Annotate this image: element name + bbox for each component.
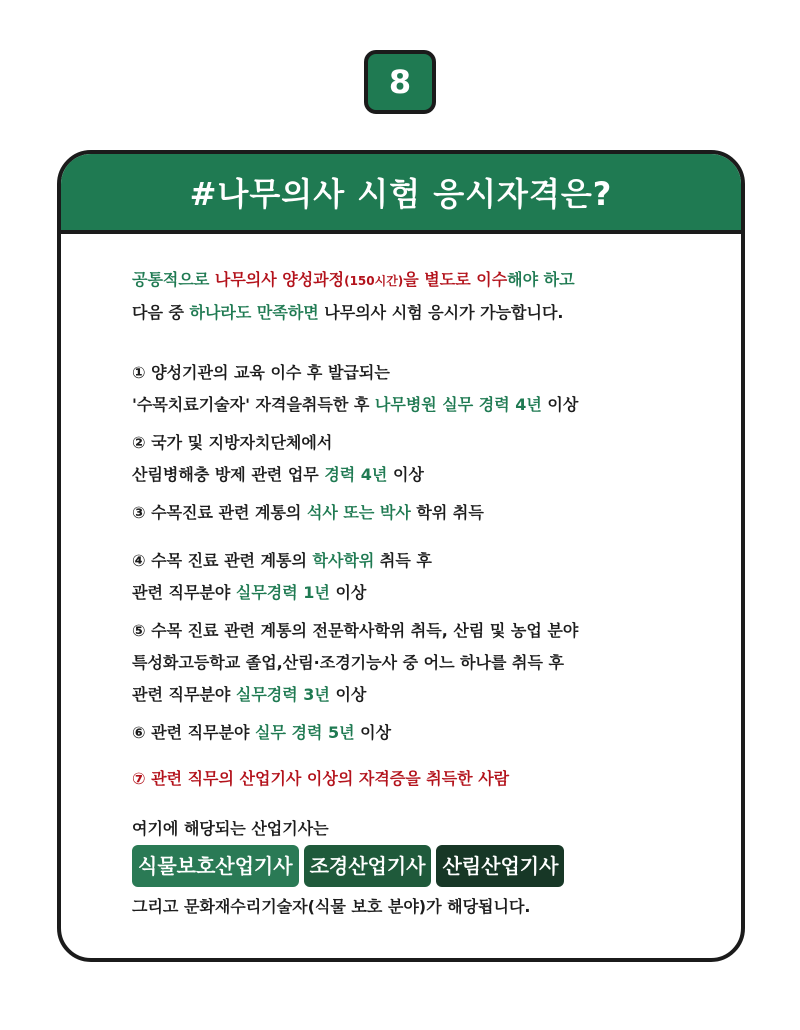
intro-line-2 xyxy=(132,297,722,329)
intro-highlight-any: 하나라도 만족하면 xyxy=(189,303,319,322)
intro-text: 공통적으로 xyxy=(132,270,215,289)
qualification-item-4 xyxy=(132,545,722,609)
intro-text: 나무의사 시험 응시가 가능합니다. xyxy=(318,303,564,322)
item-highlight: 경력 4년 xyxy=(324,465,388,484)
item-text: 이상 xyxy=(354,723,392,742)
intro-paragraph xyxy=(132,264,722,329)
intro-hours: (150시간) xyxy=(344,274,404,288)
item-highlight: 실무 경력 5년 xyxy=(255,723,355,742)
item-line xyxy=(132,497,722,529)
item-text: 이상 xyxy=(387,465,424,484)
item-highlight: 석사 또는 박사 xyxy=(306,503,411,522)
item-line xyxy=(132,679,722,711)
intro-highlight-course: 나무의사 양성과정 xyxy=(214,270,345,289)
intro-text: 해야 하고 xyxy=(507,270,575,289)
item-line xyxy=(132,545,722,577)
item-text: 이상 xyxy=(541,395,579,414)
qualification-item-1 xyxy=(132,357,722,421)
item-text: ④ 수목 진료 관련 계통의 xyxy=(132,551,313,570)
item-line xyxy=(132,389,722,421)
intro-text: 다음 중 xyxy=(132,303,190,322)
item-highlight: 실무경력 3년 xyxy=(235,685,330,704)
item-text: ⑥ 관련 직무분야 xyxy=(132,723,255,742)
cert-chip-forestry: 산림산업기사 xyxy=(436,845,564,887)
qualification-item-7 xyxy=(132,763,722,795)
item-text: 특성화고등학교 졸업,산림·조경기능사 중 어느 하나를 취득 후 xyxy=(132,653,564,672)
item-line xyxy=(132,577,722,609)
qualification-item-3 xyxy=(132,497,722,529)
item-text: 산림병해충 방제 관련 업무 xyxy=(132,465,325,484)
item-line xyxy=(132,459,722,491)
item-text: '수목치료기술자' 자격을취득한 후 xyxy=(132,395,375,414)
intro-line-1 xyxy=(132,264,722,297)
card-title: #나무의사 시험 응시자격은? xyxy=(61,154,741,234)
page-number-badge: 8 xyxy=(364,50,436,114)
item-text: 관련 직무분야 xyxy=(132,583,236,602)
card-content xyxy=(132,264,722,923)
footer-note: 그리고 문화재수리기술자(식물 보호 분야)가 해당됩니다. xyxy=(132,897,531,916)
item-text: 관련 직무분야 xyxy=(132,685,236,704)
certs-lead: 여기에 해당되는 산업기사는 xyxy=(132,819,329,838)
cert-chip-landscape: 조경산업기사 xyxy=(304,845,432,887)
item-text: ⑤ 수목 진료 관련 계통의 전문학사학위 취득, 산림 및 농업 분야 xyxy=(132,621,579,640)
item-text: 이상 xyxy=(329,583,367,602)
qualification-item-6 xyxy=(132,717,722,749)
item-text: 취득 후 xyxy=(374,551,432,570)
item-text: ② 국가 및 지방자치단체에서 xyxy=(132,433,333,452)
qualification-item-2 xyxy=(132,427,722,491)
item-line xyxy=(132,717,722,749)
item-text: 학위 취득 xyxy=(410,503,484,522)
item-highlight: 나무병원 실무 경력 4년 xyxy=(374,395,542,414)
item-text: ① 양성기관의 교육 이수 후 발급되는 xyxy=(132,363,390,382)
cert-chip-plant-protection: 식물보호산업기사 xyxy=(132,845,299,887)
item-highlight: ⑦ 관련 직무의 산업기사 이상의 자격증을 취득한 사람 xyxy=(132,769,510,788)
qualification-item-5 xyxy=(132,615,722,711)
item-highlight: 학사학위 xyxy=(312,551,375,570)
cert-chip-list xyxy=(132,845,722,887)
item-text: ③ 수목진료 관련 계통의 xyxy=(132,503,307,522)
item-text: 이상 xyxy=(329,685,367,704)
item-highlight: 실무경력 1년 xyxy=(235,583,330,602)
info-card xyxy=(57,150,745,962)
intro-highlight-complete: 을 별도로 이수 xyxy=(403,270,508,289)
